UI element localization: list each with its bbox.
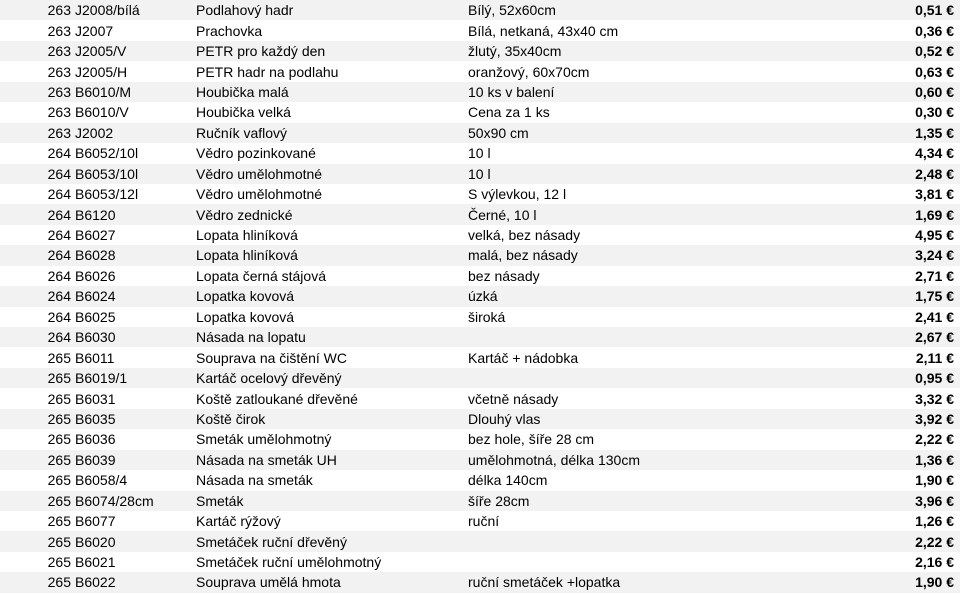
product-description: bez násady: [468, 266, 878, 286]
section-number: 265: [0, 511, 75, 531]
product-description: 50x90 cm: [468, 123, 878, 143]
product-code: B6030: [75, 327, 196, 347]
product-description: Černé, 10 l: [468, 204, 878, 224]
section-number: 264: [0, 164, 75, 184]
product-price: 3,32 €: [878, 388, 960, 408]
product-code: J2005/V: [75, 41, 196, 61]
product-name: Souprava na čištění WC: [196, 347, 468, 367]
product-code: B6120: [75, 204, 196, 224]
product-price: 4,34 €: [878, 143, 960, 163]
product-name: Lopata hliníková: [196, 245, 468, 265]
product-price: 0,95 €: [878, 368, 960, 388]
product-description: [468, 368, 878, 388]
section-number: 264: [0, 184, 75, 204]
table-row: [0, 41, 960, 61]
section-number: 264: [0, 143, 75, 163]
product-description: délka 140cm: [468, 470, 878, 490]
table-row: [0, 388, 960, 408]
product-name: Houbička malá: [196, 82, 468, 102]
section-number: 263: [0, 41, 75, 61]
product-price: 1,26 €: [878, 511, 960, 531]
product-code: B6077: [75, 511, 196, 531]
product-code: B6031: [75, 388, 196, 408]
product-name: Násada na smeták UH: [196, 450, 468, 470]
product-code: B6053/12l: [75, 184, 196, 204]
product-name: Kartáč ocelový dřevěný: [196, 368, 468, 388]
product-description: Cena za 1 ks: [468, 102, 878, 122]
section-number: 264: [0, 204, 75, 224]
table-row: [0, 102, 960, 122]
product-name: PETR pro každý den: [196, 41, 468, 61]
product-description: Kartáč + nádobka: [468, 347, 878, 367]
product-code: B6039: [75, 450, 196, 470]
product-name: Prachovka: [196, 20, 468, 40]
section-number: 264: [0, 245, 75, 265]
product-description: umělohmotná, délka 130cm: [468, 450, 878, 470]
section-number: 263: [0, 61, 75, 81]
table-row: [0, 286, 960, 306]
product-code: B6011: [75, 347, 196, 367]
product-name: Vědro umělohmotné: [196, 164, 468, 184]
product-name: Smetáček ruční umělohmotný: [196, 552, 468, 572]
product-code: B6021: [75, 552, 196, 572]
product-code: J2007: [75, 20, 196, 40]
section-number: 263: [0, 82, 75, 102]
product-price: 1,90 €: [878, 470, 960, 490]
table-row: [0, 20, 960, 40]
product-name: Lopata černá stájová: [196, 266, 468, 286]
section-number: 264: [0, 225, 75, 245]
table-row: [0, 429, 960, 449]
product-name: Násada na smeták: [196, 470, 468, 490]
table-row: [0, 572, 960, 592]
table-row: [0, 245, 960, 265]
product-price: 1,90 €: [878, 572, 960, 592]
product-price: 3,92 €: [878, 409, 960, 429]
product-name: PETR hadr na podlahu: [196, 61, 468, 81]
product-name: Ručník vaflový: [196, 123, 468, 143]
table-row: [0, 327, 960, 347]
product-code: B6028: [75, 245, 196, 265]
table-row: [0, 511, 960, 531]
section-number: 264: [0, 307, 75, 327]
section-number: 263: [0, 123, 75, 143]
table-row: [0, 204, 960, 224]
product-price: 0,30 €: [878, 102, 960, 122]
product-code: B6022: [75, 572, 196, 592]
product-name: Koště čirok: [196, 409, 468, 429]
section-number: 263: [0, 102, 75, 122]
product-price: 4,95 €: [878, 225, 960, 245]
product-code: B6074/28cm: [75, 491, 196, 511]
product-name: Houbička velká: [196, 102, 468, 122]
product-code: B6025: [75, 307, 196, 327]
product-code: J2002: [75, 123, 196, 143]
product-code: B6053/10l: [75, 164, 196, 184]
table-row: [0, 409, 960, 429]
table-row: [0, 450, 960, 470]
product-name: Kartáč rýžový: [196, 511, 468, 531]
product-name: Lopata hliníková: [196, 225, 468, 245]
table-row: [0, 368, 960, 388]
product-code: J2005/H: [75, 61, 196, 81]
section-number: 265: [0, 368, 75, 388]
table-row: [0, 347, 960, 367]
product-description: včetně násady: [468, 388, 878, 408]
product-description: 10 l: [468, 164, 878, 184]
product-description: 10 l: [468, 143, 878, 163]
product-description: velká, bez násady: [468, 225, 878, 245]
product-description: Bílá, netkaná, 43x40 cm: [468, 20, 878, 40]
product-code: B6052/10l: [75, 143, 196, 163]
product-price: 2,71 €: [878, 266, 960, 286]
table-row: [0, 184, 960, 204]
table-row: [0, 164, 960, 184]
product-description: ruční: [468, 511, 878, 531]
product-description: [468, 531, 878, 551]
product-price: 2,67 €: [878, 327, 960, 347]
product-name: Podlahový hadr: [196, 0, 468, 20]
section-number: 265: [0, 470, 75, 490]
section-number: 263: [0, 0, 75, 20]
product-name: Vědro umělohmotné: [196, 184, 468, 204]
product-name: Smetáček ruční dřevěný: [196, 531, 468, 551]
section-number: 264: [0, 266, 75, 286]
product-code: B6020: [75, 531, 196, 551]
table-row: [0, 266, 960, 286]
section-number: 265: [0, 450, 75, 470]
section-number: 265: [0, 491, 75, 511]
table-row: [0, 531, 960, 551]
section-number: 264: [0, 286, 75, 306]
product-price: 1,35 €: [878, 123, 960, 143]
section-number: 263: [0, 20, 75, 40]
section-number: 265: [0, 347, 75, 367]
product-code: B6035: [75, 409, 196, 429]
product-code: B6010/M: [75, 82, 196, 102]
product-price: 2,48 €: [878, 164, 960, 184]
product-description: široká: [468, 307, 878, 327]
table-row: [0, 491, 960, 511]
product-code: B6036: [75, 429, 196, 449]
section-number: 265: [0, 388, 75, 408]
table-row: [0, 225, 960, 245]
product-price: 1,75 €: [878, 286, 960, 306]
section-number: 264: [0, 327, 75, 347]
product-code: B6026: [75, 266, 196, 286]
product-name: Vědro pozinkované: [196, 143, 468, 163]
product-price: 1,36 €: [878, 450, 960, 470]
product-name: Souprava umělá hmota: [196, 572, 468, 592]
product-description: bez hole, šíře 28 cm: [468, 429, 878, 449]
product-description: Bílý, 52x60cm: [468, 0, 878, 20]
product-name: Smeták umělohmotný: [196, 429, 468, 449]
product-price: 0,36 €: [878, 20, 960, 40]
table-row: [0, 470, 960, 490]
product-price: 1,69 €: [878, 204, 960, 224]
product-description: šíře 28cm: [468, 491, 878, 511]
section-number: 265: [0, 552, 75, 572]
table-row: [0, 552, 960, 572]
product-description: úzká: [468, 286, 878, 306]
table-row: [0, 123, 960, 143]
product-name: Násada na lopatu: [196, 327, 468, 347]
product-name: Smeták: [196, 491, 468, 511]
product-price: 2,41 €: [878, 307, 960, 327]
product-description: S výlevkou, 12 l: [468, 184, 878, 204]
table-row: [0, 143, 960, 163]
product-name: Lopatka kovová: [196, 307, 468, 327]
section-number: 265: [0, 409, 75, 429]
product-price: 0,52 €: [878, 41, 960, 61]
section-number: 265: [0, 572, 75, 592]
table-row: [0, 82, 960, 102]
product-description: [468, 327, 878, 347]
product-description: 10 ks v balení: [468, 82, 878, 102]
product-code: B6019/1: [75, 368, 196, 388]
product-description: malá, bez násady: [468, 245, 878, 265]
product-description: ruční smetáček +lopatka: [468, 572, 878, 592]
product-description: žlutý, 35x40cm: [468, 41, 878, 61]
section-number: 265: [0, 429, 75, 449]
product-price: 2,22 €: [878, 429, 960, 449]
section-number: 265: [0, 531, 75, 551]
product-name: Lopatka kovová: [196, 286, 468, 306]
product-price: 2,16 €: [878, 552, 960, 572]
product-code: B6058/4: [75, 470, 196, 490]
product-price: 3,96 €: [878, 491, 960, 511]
product-code: B6024: [75, 286, 196, 306]
product-name: Koště zatloukané dřevěné: [196, 388, 468, 408]
product-code: J2008/bílá: [75, 0, 196, 20]
product-code: B6010/V: [75, 102, 196, 122]
table-row: [0, 61, 960, 81]
product-description: [468, 552, 878, 572]
product-price: 3,81 €: [878, 184, 960, 204]
product-code: B6027: [75, 225, 196, 245]
product-price: 0,63 €: [878, 61, 960, 81]
product-description: Dlouhý vlas: [468, 409, 878, 429]
table-row: [0, 307, 960, 327]
product-price: 2,22 €: [878, 531, 960, 551]
product-description: oranžový, 60x70cm: [468, 61, 878, 81]
product-price: 3,24 €: [878, 245, 960, 265]
table-row: [0, 0, 960, 20]
product-name: Vědro zednické: [196, 204, 468, 224]
product-price: 0,51 €: [878, 0, 960, 20]
product-price: 0,60 €: [878, 82, 960, 102]
product-price: 2,11 €: [878, 347, 960, 367]
